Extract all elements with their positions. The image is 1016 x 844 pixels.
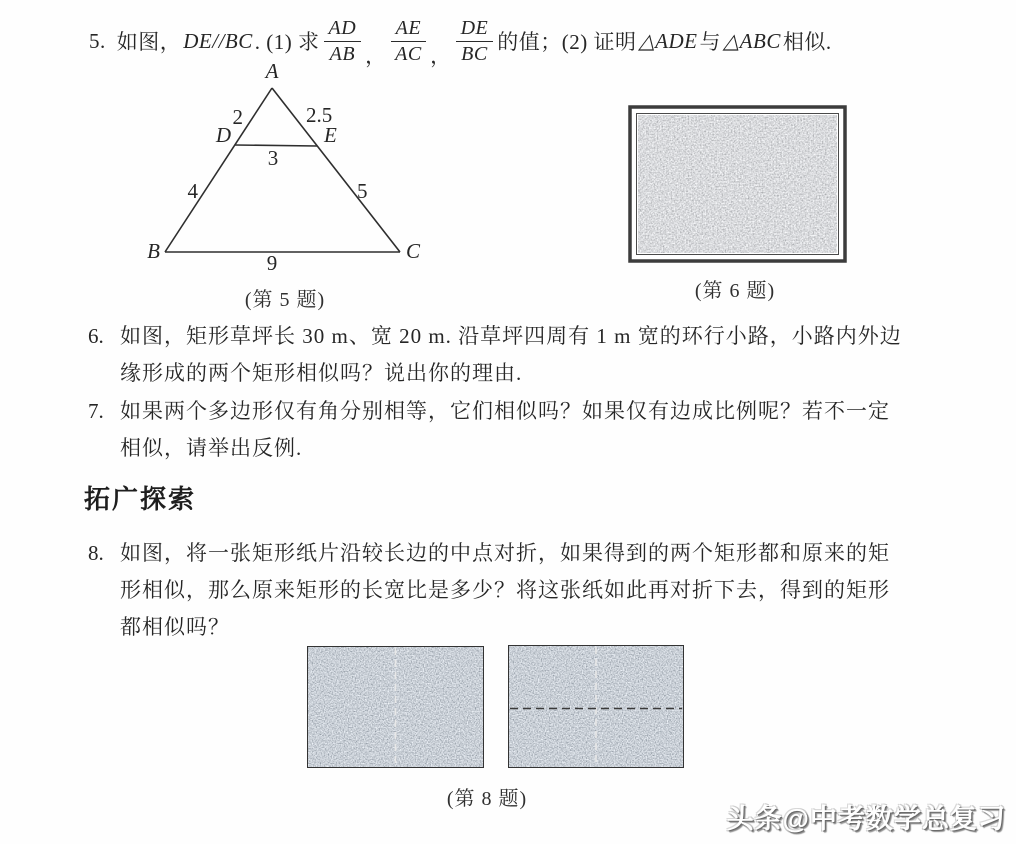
figure-5-caption: (第 5 题) [244,289,326,311]
folded-paper-photo-right [508,645,684,768]
problem-8-number: 8. [88,541,104,565]
fraction-numerator: AD [324,17,362,41]
text-line: 形相似，那么原来矩形的长宽比是多少？将这张纸如此再对折下去，得到的矩形 [120,578,890,602]
text-line: 如图，矩形草坪长 30 m、宽 20 m. 沿草坪四周有 1 m 宽的环行小路，小路内外边 [120,324,902,348]
lawn-photo [628,105,847,263]
vertex-label-c: C [406,239,421,263]
measure-bc: 9 [266,251,278,275]
text-line: 如果两个多边形仅有角分别相等，它们相似吗？如果仅有边成比例呢？若不一定 [120,399,890,423]
comma: ， [430,44,452,68]
triangle-side-ac [272,88,400,252]
fraction-ae-ac [391,17,426,65]
comma: ， [365,44,387,68]
text-line: 如图，将一张矩形纸片沿较长边的中点对折，如果得到的两个矩形都和原来的矩 [120,541,890,565]
folded-paper-photo-left [307,646,484,768]
figure-8-caption: (第 8 题) [446,788,528,810]
problem-7 [88,393,948,467]
vertex-label-e: E [324,123,337,147]
problem-7-text [120,393,948,467]
vertex-label-a: A [265,62,279,83]
vertex-label-d: D [215,123,231,147]
fraction-numerator: DE [456,17,494,41]
measure-de: 3 [267,146,279,170]
problem-6-text [120,318,948,392]
text-line: 相似，请举出反例. [120,436,303,460]
measure-db: 4 [187,179,198,203]
figure-6-caption: (第 6 题) [694,280,776,302]
fraction-ad-ab [324,17,362,65]
problem-8-text [120,535,948,646]
measure-ec: 5 [357,179,368,203]
problem-5-text-2: . (1) 求 [254,30,320,54]
problem-6-number: 6. [88,324,104,348]
problem-8 [88,535,948,646]
problem-5-text-1: 如图， [116,30,182,54]
fraction-denominator: AC [395,42,422,65]
fraction-numerator: AE [391,17,426,41]
watermark: 头条@中考数学总复习 [726,804,1006,834]
parallel-notation: DE//BC [183,28,253,53]
fraction-denominator: BC [461,42,488,65]
text-line: 缘形成的两个矩形相似吗？说出你的理由. [120,361,523,385]
triangle-ade-notation: △ADE [638,28,698,53]
photo-grain-texture [638,115,837,253]
vertex-label-b: B [147,239,160,263]
triangle-abc-notation: △ABC [723,28,781,53]
fraction-de-bc [456,17,494,65]
problem-5-text-3: 的值；(2) 证明 [497,30,637,54]
triangle-figure [130,62,450,280]
section-header: 拓广探索 [84,484,197,514]
measure-ae: 2.5 [306,103,333,127]
fraction-denominator: AB [329,42,356,65]
triangle-side-ab [165,88,272,252]
problem-7-number: 7. [88,399,104,423]
problem-5-text-5: 相似. [782,30,832,54]
problem-5-text-4: 与 [699,30,722,54]
text-line: 都相似吗？ [120,615,230,639]
measure-ad: 2 [232,105,243,129]
problem-5-number: 5. [89,28,106,53]
problem-6 [88,318,948,392]
